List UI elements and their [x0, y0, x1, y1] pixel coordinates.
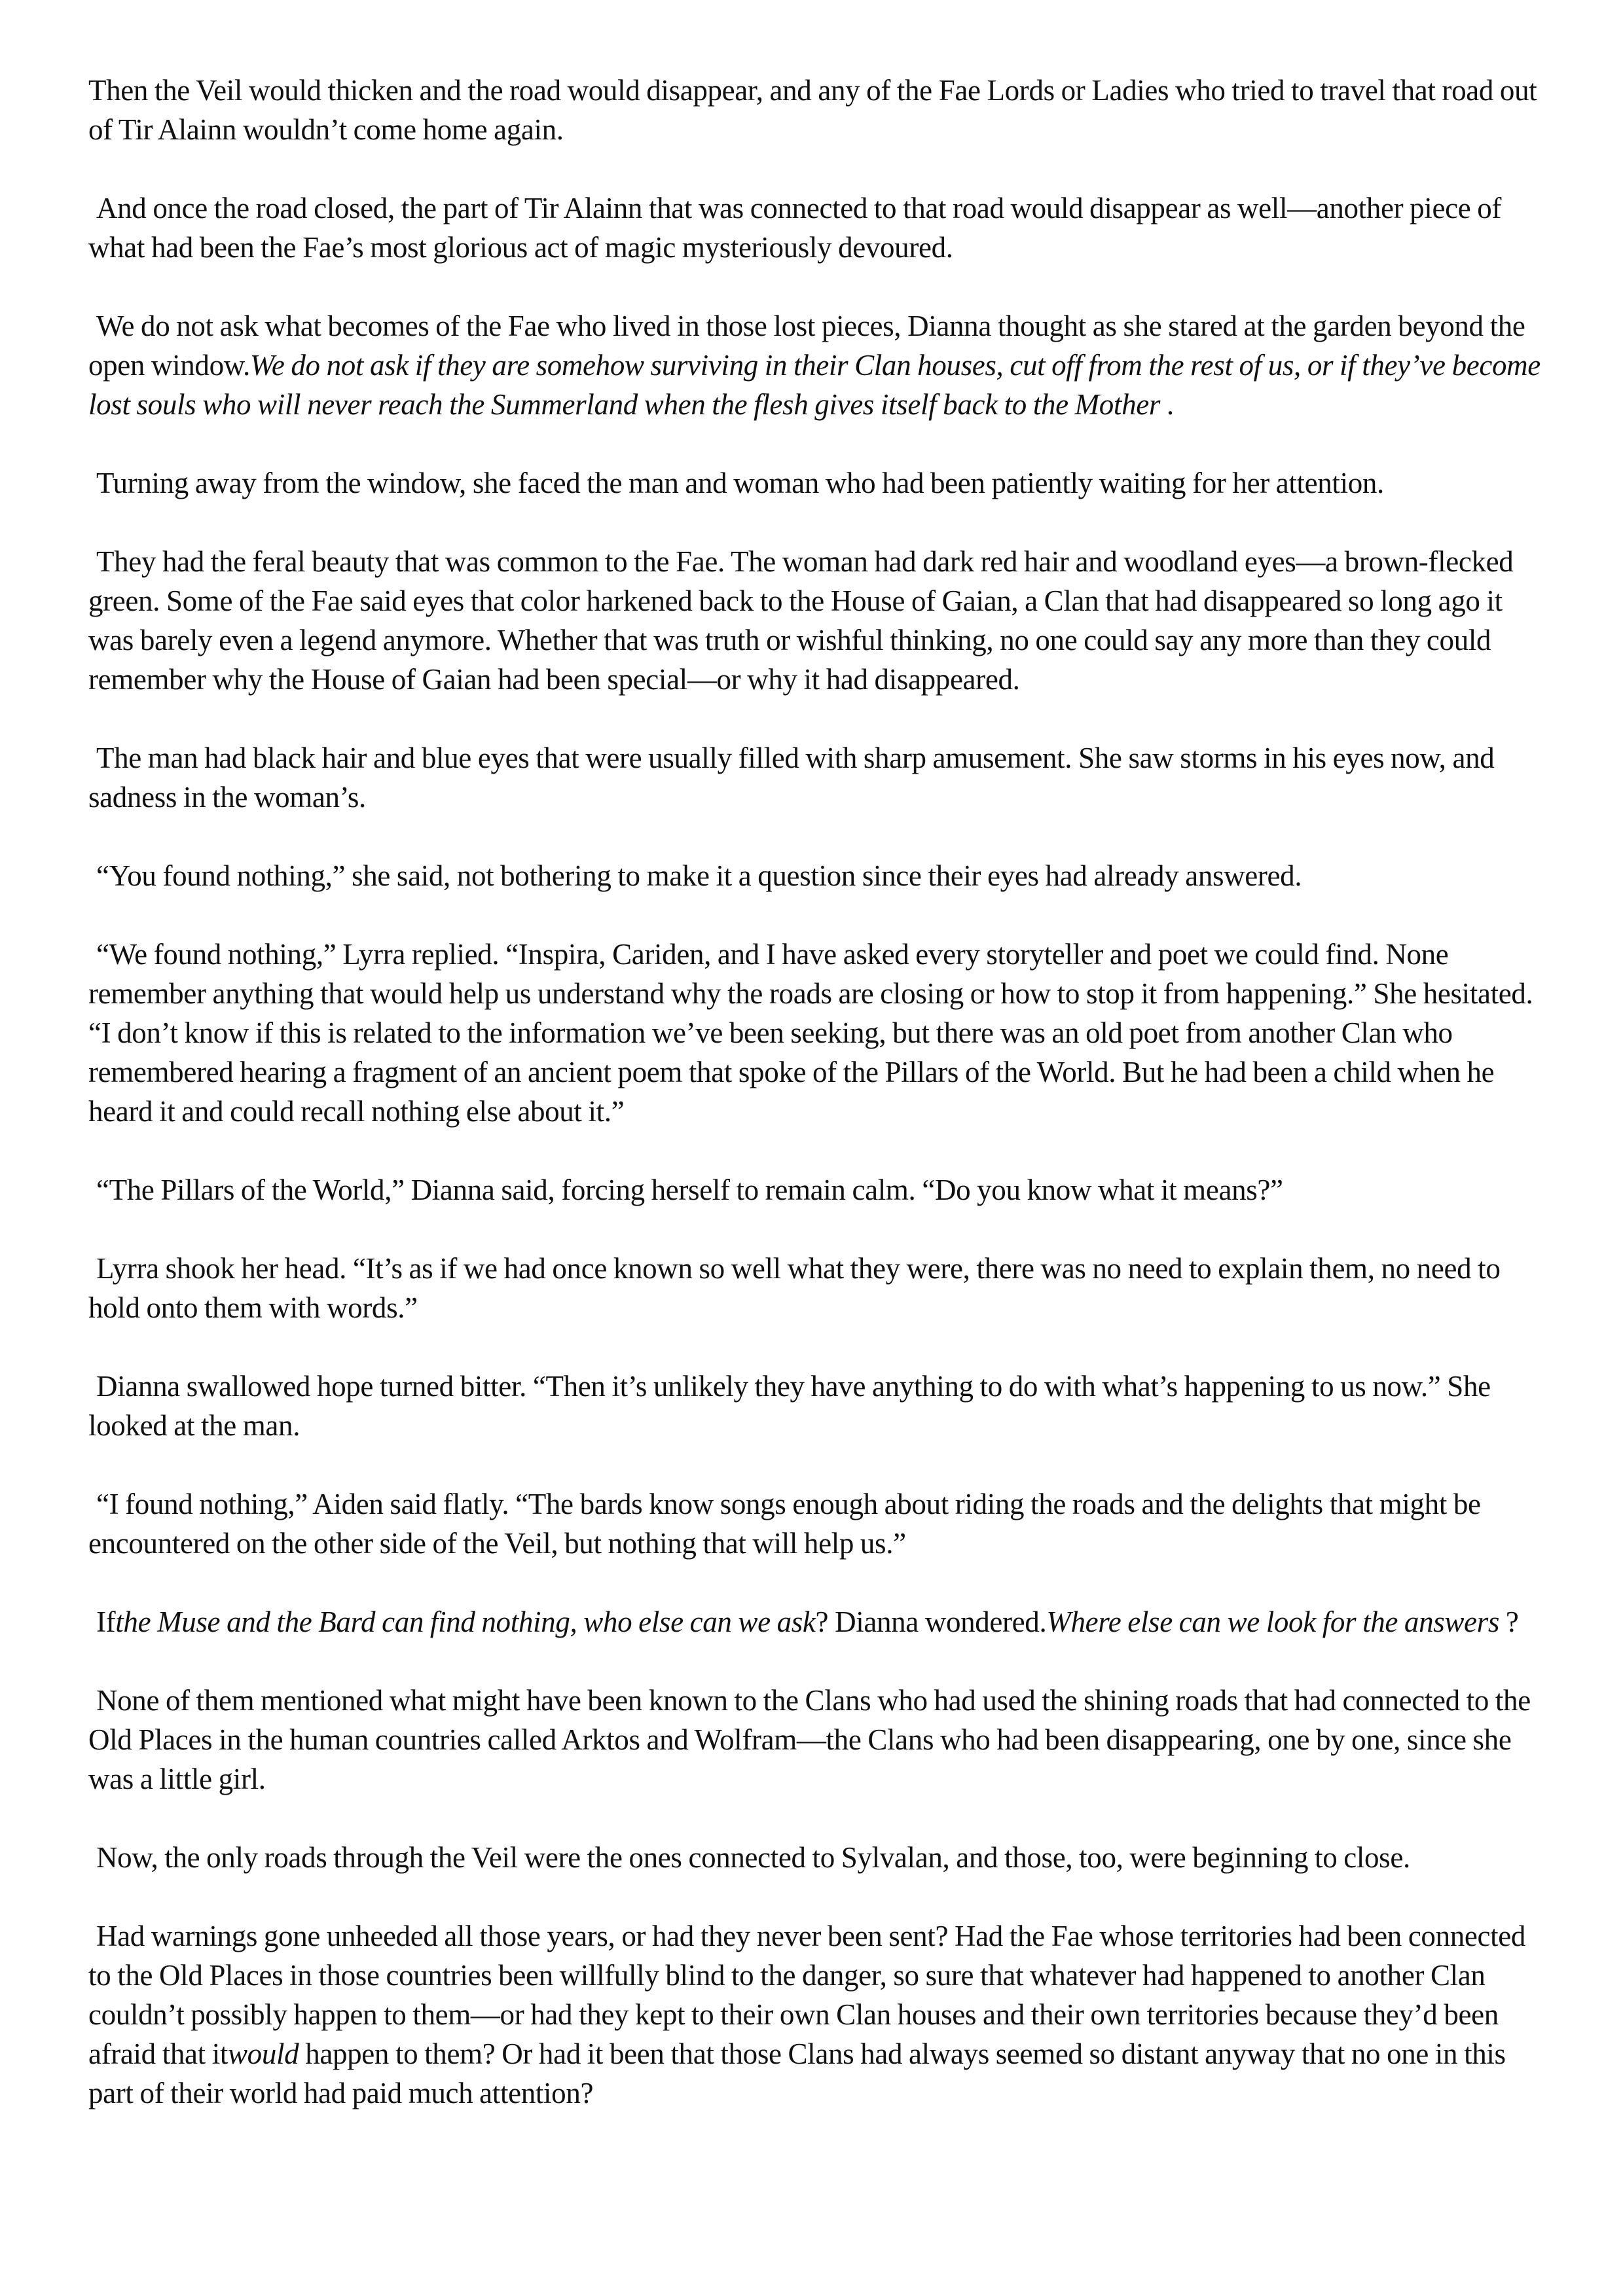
text-run: Had warnings gone unheeded all those years, or had they never been sent? Had the Fae whose territories had been connected to the Old Places in those countries been willfully blind to the danger, so sure that whatever had happened to another Clan couldn’t possibly happen to them—or had they kept to their own Clan houses and their own territories because they’d been afraid that it — [88, 1920, 1526, 2070]
text-run: “The Pillars of the World,” Dianna said, forcing herself to remain calm. “Do you know what it means?” — [96, 1174, 1283, 1206]
paragraph — [88, 1602, 1548, 1641]
paragraph — [88, 542, 1548, 699]
paragraph — [88, 1367, 1548, 1445]
text-run: Lyrra shook her head. “It’s as if we had once known so well what they were, there was no need to explain them, no need to hold onto them with words.” — [88, 1252, 1501, 1324]
text-run: Then the Veil would thicken and the road would disappear, and any of the Fae Lords or Ladies who tried to travel that road out of Tir Alainn wouldn’t come home again. — [88, 74, 1537, 146]
paragraph — [88, 1249, 1548, 1327]
text-run: And once the road closed, the part of Tir Alainn that was connected to that road would disappear as well—another piece of what had been the Fae’s most glorious act of magic mysteriously devoured. — [88, 192, 1502, 264]
text-run: If — [96, 1605, 116, 1638]
paragraph — [88, 738, 1548, 817]
text-run: “You found nothing,” she said, not bothering to make it a question since their eyes had already answered. — [96, 859, 1302, 892]
paragraph — [88, 1838, 1548, 1877]
text-run: None of them mentioned what might have been known to the Clans who had used the shining roads that had connected to the Old Places in the human countries called Arktos and Wolfram—the Clans who had been disappearing, one by one, since she was a little girl. — [88, 1684, 1531, 1795]
text-run: Now, the only roads through the Veil were the ones connected to Sylvalan, and those, too, were beginning to close. — [96, 1841, 1410, 1874]
paragraph — [88, 463, 1548, 503]
text-run: Turning away from the window, she faced the man and woman who had been patiently waiting for her attention. — [96, 467, 1384, 499]
italic-text-run: Where else can we look for the answers — [1046, 1605, 1499, 1638]
body-text — [88, 71, 1548, 2113]
text-run: ? — [1499, 1605, 1519, 1638]
paragraph — [88, 1170, 1548, 1210]
paragraph — [88, 1681, 1548, 1799]
paragraph — [88, 306, 1548, 424]
text-run: They had the feral beauty that was common to the Fae. The woman had dark red hair and woodland eyes—a brown-flecked green. Some of the Fae said eyes that color harkened back to the House of Gaian, a Clan that had disappeared so long ago it was barely even a legend anymore. Whether that was truth or wishful thinking, no one could say any more than they could remember why the House of Gaian had been special—or why it had disappeared. — [88, 545, 1514, 696]
paragraph — [88, 1484, 1548, 1563]
text-run: The man had black hair and blue eyes that were usually filled with sharp amusement. She saw storms in his eyes now, and sadness in the woman’s. — [88, 742, 1495, 814]
paragraph — [88, 71, 1548, 149]
italic-text-run: We do not ask if they are somehow surviving in their Clan houses, cut off from the rest of us, or if they’ve become lost souls who will never reach the Summerland when the flesh gives itself back to the Mother — [88, 349, 1541, 421]
italic-text-run: would — [228, 2037, 299, 2070]
text-run: We do not ask what becomes of the Fae who lived in those lost pieces, Dianna thought as she stared at the garden beyond the open window. — [88, 310, 1525, 382]
italic-text-run: the Muse and the Bard can find nothing, who else can we ask — [115, 1605, 816, 1638]
text-run: happen to them? Or had it been that those Clans had always seemed so distant anyway that no one in this part of their world had paid much attention? — [88, 2037, 1506, 2109]
paragraph — [88, 856, 1548, 895]
text-run: “We found nothing,” Lyrra replied. “Inspira, Cariden, and I have asked every storyteller and poet we could find. None remember anything that would help us understand why the roads are closing or how to stop it from happening.” She hesitated. “I don’t know if this is related to the information we’ve been seeking, but there was an old poet from another Clan who remembered hearing a fragment of an ancient poem that spoke of the Pillars of the World. But he had been a child when he heard it and could recall nothing else about it.” — [88, 938, 1533, 1128]
paragraph — [88, 188, 1548, 267]
text-run: ? Dianna wondered. — [815, 1605, 1047, 1638]
text-run: “I found nothing,” Aiden said flatly. “The bards know songs enough about riding the roads and the delights that might be encountered on the other side of the Veil, but nothing that will help us.” — [88, 1488, 1481, 1560]
paragraph — [88, 1916, 1548, 2113]
paragraph — [88, 935, 1548, 1131]
text-run: . — [1160, 388, 1174, 421]
text-run: Dianna swallowed hope turned bitter. “Then it’s unlikely they have anything to do with what’s happening to us now.” She looked at the man. — [88, 1370, 1491, 1442]
